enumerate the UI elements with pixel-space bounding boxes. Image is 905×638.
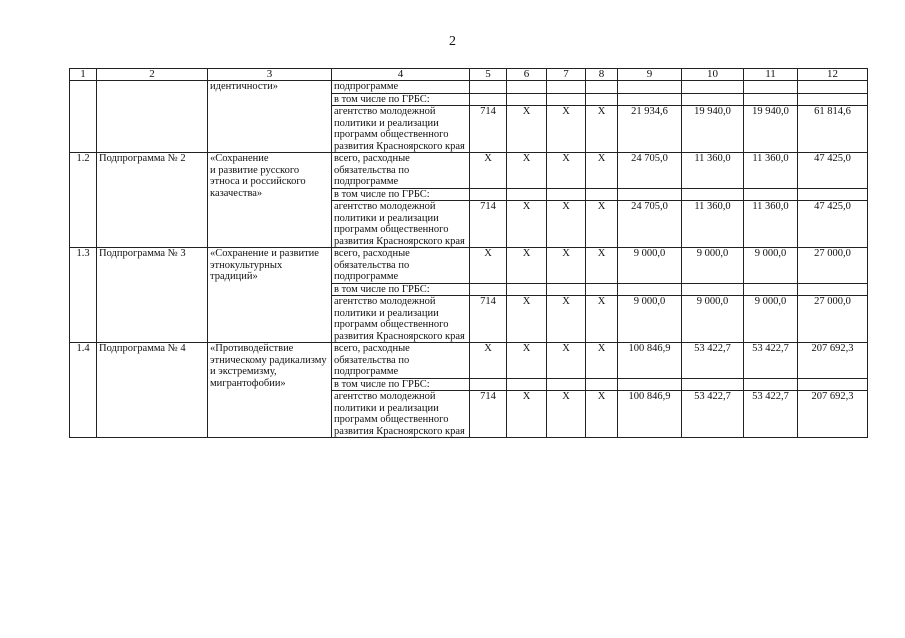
expense-description bbox=[332, 283, 470, 296]
value-col-7: Х bbox=[547, 343, 586, 379]
value-col-5: 714 bbox=[470, 391, 507, 438]
value-col-9: 100 846,9 bbox=[618, 391, 682, 438]
page-number: 2 bbox=[449, 34, 456, 49]
value-col-9 bbox=[618, 93, 682, 106]
value-col-11 bbox=[744, 283, 798, 296]
expense-description-line: подпрограмме bbox=[334, 81, 399, 92]
program-title-line: «Сохранение и развитие bbox=[210, 248, 319, 259]
value-col-5: 714 bbox=[470, 296, 507, 343]
header-col-3: 3 bbox=[208, 69, 332, 81]
value-col-7 bbox=[547, 188, 586, 201]
value-col-8: Х bbox=[586, 296, 618, 343]
value-col-8 bbox=[586, 81, 618, 94]
value-col-10: 9 000,0 bbox=[682, 296, 744, 343]
value-col-5: Х bbox=[470, 153, 507, 189]
value-col-7 bbox=[547, 378, 586, 391]
program-title-line: этническому радикализму bbox=[210, 354, 327, 366]
value-col-11 bbox=[744, 188, 798, 201]
program-title-line: этноса и российского bbox=[210, 176, 306, 187]
value-col-10: 11 360,0 bbox=[682, 201, 744, 248]
value-col-8 bbox=[586, 188, 618, 201]
program-name: Подпрограмма № 4 bbox=[97, 343, 208, 438]
value-col-10 bbox=[682, 283, 744, 296]
value-col-12: 61 814,6 bbox=[798, 106, 868, 153]
table-body bbox=[70, 69, 868, 438]
value-col-10: 11 360,0 bbox=[682, 153, 744, 189]
value-col-6 bbox=[507, 188, 547, 201]
table-row bbox=[70, 153, 868, 189]
expense-description-line: всего, расходные bbox=[334, 248, 410, 259]
expense-description-line: развития Красноярского края bbox=[334, 330, 465, 342]
expense-description-line: в том числе по ГРБС: bbox=[334, 283, 430, 295]
value-col-12: 27 000,0 bbox=[798, 248, 868, 284]
table-row bbox=[70, 248, 868, 284]
value-col-6 bbox=[507, 283, 547, 296]
expense-description-line: подпрограмме bbox=[334, 271, 399, 282]
expense-description-line: агентство молодежной bbox=[334, 391, 436, 402]
value-col-5 bbox=[470, 378, 507, 391]
value-col-9: 21 934,6 bbox=[618, 106, 682, 153]
value-col-11 bbox=[744, 378, 798, 391]
value-col-9 bbox=[618, 188, 682, 201]
expense-description-line: развития Красноярского края bbox=[334, 425, 465, 437]
value-col-5 bbox=[470, 188, 507, 201]
value-col-11 bbox=[744, 93, 798, 106]
value-col-10: 53 422,7 bbox=[682, 391, 744, 438]
value-col-12 bbox=[798, 93, 868, 106]
value-col-12 bbox=[798, 283, 868, 296]
value-col-6: Х bbox=[507, 391, 547, 438]
program-name: Подпрограмма № 2 bbox=[97, 153, 208, 248]
program-title: идентичности» bbox=[208, 81, 332, 153]
value-col-11: 53 422,7 bbox=[744, 391, 798, 438]
value-col-10 bbox=[682, 188, 744, 201]
value-col-8: Х bbox=[586, 343, 618, 379]
expense-description-line: программ общественного bbox=[334, 414, 449, 425]
program-name bbox=[97, 81, 208, 153]
value-col-7 bbox=[547, 81, 586, 94]
value-col-6 bbox=[507, 378, 547, 391]
value-col-12: 27 000,0 bbox=[798, 296, 868, 343]
expense-description-line: всего, расходные bbox=[334, 153, 410, 164]
expense-description-line: обязательства по bbox=[334, 164, 410, 176]
expense-description bbox=[332, 153, 470, 189]
value-col-6 bbox=[507, 93, 547, 106]
expense-description-line: подпрограмме bbox=[334, 176, 399, 187]
value-col-5: Х bbox=[470, 343, 507, 379]
expense-description-line: развития Красноярского края bbox=[334, 235, 465, 247]
expense-description bbox=[332, 378, 470, 391]
expense-description bbox=[332, 188, 470, 201]
expense-description-line: в том числе по ГРБС: bbox=[334, 93, 430, 105]
value-col-6: Х bbox=[507, 343, 547, 379]
value-col-9 bbox=[618, 81, 682, 94]
value-col-8: Х bbox=[586, 106, 618, 153]
value-col-10 bbox=[682, 378, 744, 391]
program-title-line: «Сохранение bbox=[210, 153, 269, 164]
value-col-11: 9 000,0 bbox=[744, 248, 798, 284]
program-title-line: и экстремизму, bbox=[210, 366, 277, 377]
expense-description-line: подпрограмме bbox=[334, 366, 399, 377]
value-col-6: Х bbox=[507, 248, 547, 284]
value-col-12 bbox=[798, 188, 868, 201]
expense-description-line: политики и реализации bbox=[334, 212, 439, 224]
value-col-8: Х bbox=[586, 201, 618, 248]
expense-description bbox=[332, 248, 470, 284]
value-col-12: 47 425,0 bbox=[798, 153, 868, 189]
expense-description-line: политики и реализации bbox=[334, 307, 439, 319]
row-number: 1.3 bbox=[70, 248, 97, 343]
expense-description-line: агентство молодежной bbox=[334, 106, 436, 117]
program-title-line: и развитие русского bbox=[210, 164, 300, 176]
value-col-8 bbox=[586, 283, 618, 296]
value-col-9 bbox=[618, 283, 682, 296]
program-title-line: «Противодействие bbox=[210, 343, 294, 354]
value-col-5 bbox=[470, 93, 507, 106]
value-col-12 bbox=[798, 378, 868, 391]
value-col-9: 9 000,0 bbox=[618, 296, 682, 343]
expense-description-line: программ общественного bbox=[334, 129, 449, 140]
value-col-8: Х bbox=[586, 391, 618, 438]
expense-description-line: агентство молодежной bbox=[334, 296, 436, 307]
expense-description bbox=[332, 201, 470, 248]
value-col-5: 714 bbox=[470, 201, 507, 248]
value-col-7: Х bbox=[547, 106, 586, 153]
value-col-9: 24 705,0 bbox=[618, 201, 682, 248]
value-col-6 bbox=[507, 81, 547, 94]
header-col-9: 9 bbox=[618, 69, 682, 81]
expense-description-line: агентство молодежной bbox=[334, 201, 436, 212]
header-col-1: 1 bbox=[70, 69, 97, 81]
header-col-11: 11 bbox=[744, 69, 798, 81]
program-title bbox=[208, 153, 332, 248]
value-col-9: 9 000,0 bbox=[618, 248, 682, 284]
value-col-5: 714 bbox=[470, 106, 507, 153]
expense-description-line: развития Красноярского края bbox=[334, 140, 465, 152]
expense-description bbox=[332, 296, 470, 343]
expense-description bbox=[332, 391, 470, 438]
program-title-line: традиций» bbox=[210, 271, 258, 282]
value-col-12 bbox=[798, 81, 868, 94]
value-col-7: Х bbox=[547, 153, 586, 189]
expense-description-line: обязательства по bbox=[334, 354, 410, 366]
value-col-9: 100 846,9 bbox=[618, 343, 682, 379]
value-col-8: Х bbox=[586, 248, 618, 284]
program-title-line: этнокультурных bbox=[210, 259, 283, 271]
value-col-11: 19 940,0 bbox=[744, 106, 798, 153]
header-col-4: 4 bbox=[332, 69, 470, 81]
expense-description-line: всего, расходные bbox=[334, 343, 410, 354]
expense-description bbox=[332, 81, 470, 94]
budget-table bbox=[69, 68, 868, 438]
value-col-12: 207 692,3 bbox=[798, 391, 868, 438]
value-col-8 bbox=[586, 378, 618, 391]
expense-description-line: в том числе по ГРБС: bbox=[334, 378, 430, 390]
value-col-5 bbox=[470, 81, 507, 94]
value-col-7: Х bbox=[547, 248, 586, 284]
expense-description-line: в том числе по ГРБС: bbox=[334, 188, 430, 200]
header-col-2: 2 bbox=[97, 69, 208, 81]
value-col-12: 47 425,0 bbox=[798, 201, 868, 248]
expense-description-line: программ общественного bbox=[334, 319, 449, 330]
value-col-12: 207 692,3 bbox=[798, 343, 868, 379]
expense-description-line: программ общественного bbox=[334, 224, 449, 235]
value-col-11: 9 000,0 bbox=[744, 296, 798, 343]
row-number bbox=[70, 81, 97, 153]
program-title bbox=[208, 248, 332, 343]
header-col-12: 12 bbox=[798, 69, 868, 81]
value-col-9: 24 705,0 bbox=[618, 153, 682, 189]
expense-description-line: политики и реализации bbox=[334, 117, 439, 129]
value-col-11: 11 360,0 bbox=[744, 153, 798, 189]
value-col-6: Х bbox=[507, 201, 547, 248]
table-row bbox=[70, 343, 868, 379]
value-col-10: 53 422,7 bbox=[682, 343, 744, 379]
program-name: Подпрограмма № 3 bbox=[97, 248, 208, 343]
value-col-5 bbox=[470, 283, 507, 296]
value-col-11: 11 360,0 bbox=[744, 201, 798, 248]
program-title-line: мигрантофобии» bbox=[210, 377, 286, 389]
row-number: 1.4 bbox=[70, 343, 97, 438]
value-col-10 bbox=[682, 81, 744, 94]
header-col-5: 5 bbox=[470, 69, 507, 81]
value-col-10: 19 940,0 bbox=[682, 106, 744, 153]
value-col-7 bbox=[547, 283, 586, 296]
value-col-8: Х bbox=[586, 153, 618, 189]
header-col-10: 10 bbox=[682, 69, 744, 81]
header-col-8: 8 bbox=[586, 69, 618, 81]
value-col-9 bbox=[618, 378, 682, 391]
row-number: 1.2 bbox=[70, 153, 97, 248]
table-row bbox=[70, 81, 868, 94]
value-col-7: Х bbox=[547, 201, 586, 248]
value-col-6: Х bbox=[507, 106, 547, 153]
value-col-5: Х bbox=[470, 248, 507, 284]
value-col-7: Х bbox=[547, 391, 586, 438]
value-col-10: 9 000,0 bbox=[682, 248, 744, 284]
expense-description bbox=[332, 343, 470, 379]
value-col-8 bbox=[586, 93, 618, 106]
header-col-6: 6 bbox=[507, 69, 547, 81]
program-title-line: казачества» bbox=[210, 187, 263, 199]
value-col-6: Х bbox=[507, 296, 547, 343]
value-col-11: 53 422,7 bbox=[744, 343, 798, 379]
expense-description-line: обязательства по bbox=[334, 259, 410, 271]
expense-description bbox=[332, 93, 470, 106]
column-number-header bbox=[70, 69, 868, 81]
header-col-7: 7 bbox=[547, 69, 586, 81]
value-col-7 bbox=[547, 93, 586, 106]
expense-description bbox=[332, 106, 470, 153]
value-col-6: Х bbox=[507, 153, 547, 189]
program-title bbox=[208, 343, 332, 438]
value-col-7: Х bbox=[547, 296, 586, 343]
value-col-10 bbox=[682, 93, 744, 106]
expense-description-line: политики и реализации bbox=[334, 402, 439, 414]
value-col-11 bbox=[744, 81, 798, 94]
